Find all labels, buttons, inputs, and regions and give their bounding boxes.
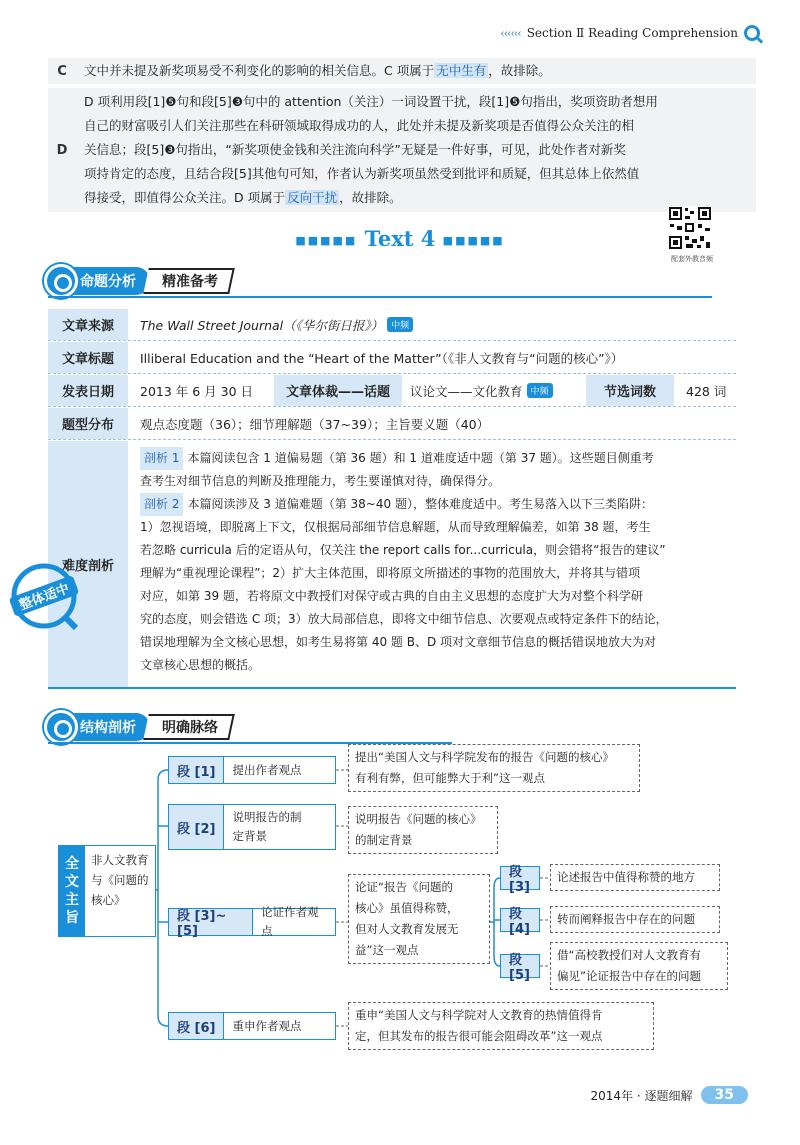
node-value: 提出作者观点 [232,762,302,777]
analysis-line: 若忽略 curricula 后的定语从句，仅关注 the report calls for...curricula，则会错将“报告的建议” [140,543,666,557]
root-key-char: 主 [65,892,79,908]
title-dots-left: ■■■■■ [295,234,358,247]
node-key: 段 [2] [169,805,224,849]
note-line: 偏见”论证报告中存在的问题 [557,969,701,983]
option-d-line: 关信息；段[5]❸句指出，“新奖项使金钱和关注流向科学”无疑是一件好事，可见，此处作者对新奖 [84,142,626,157]
footer-label: 2014年 · 逐题细解 [590,1088,693,1103]
option-c-label: C [57,63,67,79]
option-d-line-5a: 得接受，即值得公众关注。D 项属于 [84,190,286,205]
node-para-6 [168,1012,336,1040]
page-number: 35 [701,1086,748,1104]
text-title-label: Text 4 [364,226,436,251]
frequency-badge: 中频 [387,317,413,332]
note-line: 益”这一观点 [355,943,419,957]
analysis-text: 本篇阅读涉及 3 道偏难题（第 38~40 题），整体难度适中。考生易落入以下三类陷阱： [187,497,653,511]
note-line: 但对人文教育发展无 [355,922,459,936]
node-key: 段 [3]~[5] [169,909,253,935]
node-value [224,808,309,846]
title-dots-right: ■■■■■ [442,234,505,247]
section-pill-label: 结构剖析 [80,720,136,736]
note-para-1 [348,744,640,792]
genre-header: 文章体裁——话题 [274,375,402,406]
note-para-3: 论述报告中值得称赞的地方 [550,864,720,891]
qr-caption: 配套外教音频 [671,255,713,263]
option-d-line: D 项利用段[1]❺句和段[5]❸句中的 attention（关注）一词设置干扰，段[1]❺句指出，奖项资助者想用 [84,94,658,109]
note-line: 借“高校教授们对人文教育有 [557,948,701,962]
option-c-text-2: ，故排除。 [488,63,551,78]
option-d-line-5b: ，故排除。 [339,190,402,205]
analysis-line: 查考生对细节信息的判断及推理能力，考生要谨慎对待，确保得分。 [140,474,501,488]
node-value: 论证作者观点 [261,905,319,938]
word-count-header: 节选词数 [586,375,674,406]
note-para-4: 转而阐释报告中存在的问题 [550,906,720,933]
option-c-text-1: 文中并未提及新奖项易受不利变化的影响的相关信息。C 项属于 [84,63,435,78]
option-d-line: 自己的财富吸引人们关注那些在科研领域取得成功的人，此处并未提及新奖项是否值得公众关注的相 [84,118,635,133]
node-key: 段 [1] [169,757,224,783]
node-para-4 [500,907,540,937]
mindmap-root [58,845,156,937]
note-line: 定，但其发布的报告很可能会阻碍改革”这一观点 [355,1029,603,1043]
node-key: 段 [6] [169,1013,224,1039]
note-line: 提出“美国人文与科学院发布的报告《问题的核心》 [355,750,614,764]
note-para-5 [550,942,728,990]
node-para-5 [500,953,540,983]
analysis-line: 对应，如第 39 题，若将原文中教授们对保守或古典的自由主义思想的态度扩大为对整个科学研 [140,589,643,603]
analysis-tag: 剖析 2 [140,493,183,516]
page-footer [591,1086,748,1104]
header-section-title: Section Ⅱ Reading Comprehension [526,26,738,40]
stamp-label: 整体适中 [17,581,72,614]
root-key-char: 全 [65,856,79,872]
analysis-line: 1）忽视语境，即脱离上下文，仅根据局部细节信息解题，从而导致理解偏差，如第 38 题，考生 [140,520,651,534]
note-line: 重申“美国人文与科学院对人文教育的热情值得肯 [355,1008,603,1022]
root-key-char: 文 [65,874,79,890]
analysis-line: 文章核心思想的概括。 [140,658,261,672]
header-arrows: ‹‹‹‹‹‹ [500,26,521,40]
source-value: The Wall Street Journal（《华尔街日报》） [140,317,384,333]
row-header: 题型分布 [48,408,128,439]
analysis-line: 究的态度，则会错选 C 项；3）放大局部信息，即将文中细节信息、次要观点或特定条件下的结论， [140,612,668,626]
root-value: 非人文教育与《问题的核心》 [91,853,149,907]
analysis-line: 错误地理解为全文核心思想，如考生易将第 40 题 B、D 项对文章细节信息的概括错误地放大为对 [140,635,657,649]
frequency-badge: 中频 [527,383,553,398]
node-para-1 [168,756,336,784]
node-key: 段 [3] [501,867,539,889]
note-line: 论证“报告《问题的 [355,880,453,894]
row-header: 发表日期 [48,375,128,406]
note-para-6 [348,1002,654,1050]
root-key [59,846,85,936]
node-value-line: 定背景 [232,829,267,843]
analysis-text: 本篇阅读包含 1 道偏易题（第 36 题）和 1 道难度适中题（第 37 题）。这些题目侧重考 [187,451,654,465]
node-key: 段 [5] [501,955,539,977]
row-header: 文章标题 [48,342,128,373]
node-para-2 [168,804,336,850]
analysis-tag: 剖析 1 [140,447,183,470]
option-d-highlight: 反向干扰 [287,190,338,205]
genre-text: 议论文——文化教育 [410,383,523,399]
node-value-line: 说明报告的制 [232,810,302,824]
row-header: 文章来源 [48,309,128,340]
option-d-label: D [56,142,68,158]
note-line: 有利有弊，但可能弊大于利”这一观点 [355,771,545,785]
root-key-char: 旨 [65,910,79,926]
row-value: 观点态度题（36）；细节理解题（37~39）；主旨要义题（40） [140,416,490,432]
node-para-3-5 [168,905,336,939]
note-line: 核心》虽值得称赞， [355,901,459,915]
option-d-line: 项持肯定的态度，且结合段[5]其他句可知，作者认为新奖项虽然受到批评和质疑，但其总体上依然值 [84,166,640,181]
note-line: 的制定背景 [355,833,413,847]
note-para-3-5 [348,874,490,964]
node-para-3 [500,865,540,895]
section-pill-label: 命题分析 [80,274,136,290]
option-c-highlight: 无中生有 [436,63,487,78]
note-para-2 [348,806,498,854]
analysis-line: 理解为“重视理论课程”；2）扩大主体范围，即将原文所描述的事物的范围放大，并将其与错项 [140,566,641,580]
note-line: 说明报告《问题的核心》 [355,812,482,826]
row-value: 2013 年 6 月 30 日 [140,383,254,399]
row-value: Illiberal Education and the “Heart of the Matter”（《非人文教育与“问题的核心”》） [140,350,624,366]
node-value: 重申作者观点 [232,1018,302,1033]
node-key: 段 [4] [501,909,539,931]
section-tag-label: 精准备考 [162,274,218,290]
row-header: 难度剖析 [48,441,128,687]
section-tag-label: 明确脉络 [162,720,218,736]
word-count-value: 428 词 [686,383,727,399]
